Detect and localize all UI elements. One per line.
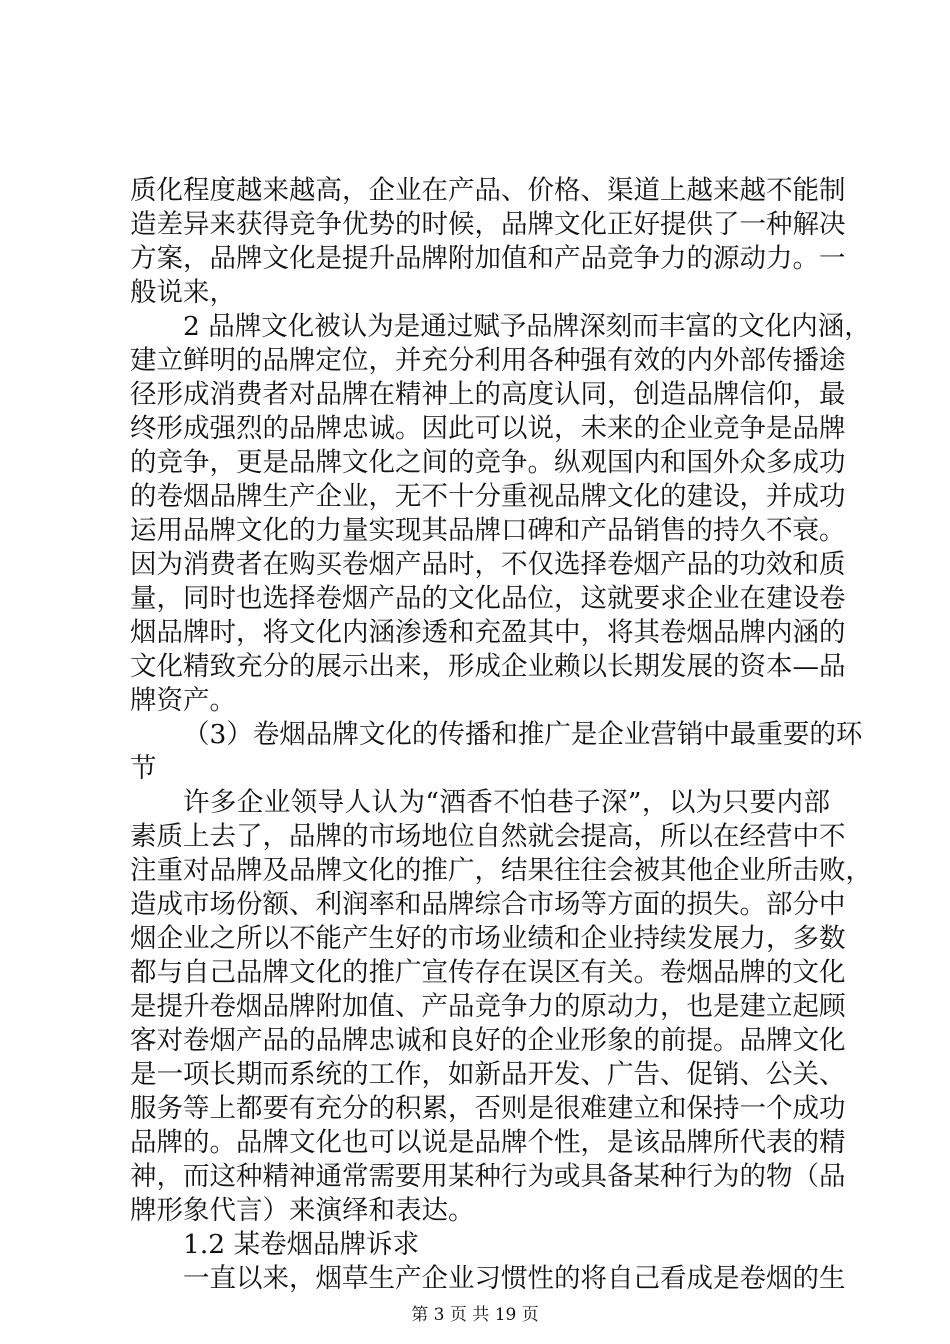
page-indicator: 第 3 页 共 19 页 [411, 1305, 539, 1325]
text-line: 文化精致充分的展示出来，形成企业赖以长期发展的资本—品 [130, 651, 846, 682]
text-line: 牌形象代言）来演绎和表达。 [130, 1195, 475, 1226]
text-line: 2 品牌文化被认为是通过赋予品牌深刻而丰富的文化内涵， [183, 311, 871, 342]
text-line: 建立鲜明的品牌定位，并充分利用各种强有效的内外部传播途 [130, 345, 846, 376]
text-line: 烟企业之所以不能产生好的市场业绩和企业持续发展力，多数 [130, 923, 846, 954]
text-line: 许多企业领导人认为“酒香不怕巷子深”，以为只要内部 [183, 787, 830, 818]
section-heading: 1.2 某卷烟品牌诉求 [183, 1229, 420, 1260]
text-line: 径形成消费者对品牌在精神上的高度认同，创造品牌信仰，最 [130, 379, 846, 410]
text-line: 因为消费者在购买卷烟产品时，不仅选择卷烟产品的功效和质 [130, 549, 846, 580]
text-line: 运用品牌文化的力量实现其品牌口碑和产品销售的持久不衰。 [130, 515, 846, 546]
text-line: 方案，品牌文化是提升品牌附加值和产品竞争力的源动力。一 [130, 243, 846, 274]
text-line: 是一项长期而系统的工作，如新品开发、广告、促销、公关、 [130, 1059, 846, 1090]
text-line: 的卷烟品牌生产企业，无不十分重视品牌文化的建设，并成功 [130, 481, 846, 512]
text-line: 烟品牌时，将文化内涵渗透和充盈其中，将其卷烟品牌内涵的 [130, 617, 846, 648]
text-line: 造差异来获得竞争优势的时候，品牌文化正好提供了一种解决 [130, 209, 846, 240]
text-line: 是提升卷烟品牌附加值、产品竞争力的原动力，也是建立起顾 [130, 991, 846, 1022]
text-line: 注重对品牌及品牌文化的推广，结果往往会被其他企业所击败， [130, 855, 872, 886]
text-line: 都与自己品牌文化的推广宣传存在误区有关。卷烟品牌的文化 [130, 957, 846, 988]
heading-line: （3）卷烟品牌文化的传播和推广是企业营销中最重要的环 [183, 719, 863, 750]
text-line: 终形成强烈的品牌忠诚。因此可以说，未来的企业竞争是品牌 [130, 413, 846, 444]
text-line: 质化程度越来越高，企业在产品、价格、渠道上越来越不能制 [130, 175, 846, 206]
text-line: 的竞争，更是品牌文化之间的竞争。纵观国内和国外众多成功 [130, 447, 846, 478]
text-line: 般说来， [130, 277, 236, 308]
text-line: 牌资产。 [130, 685, 236, 716]
text-line: 神，而这种精神通常需要用某种行为或具备某种行为的物（品 [130, 1161, 846, 1192]
text-line: 素质上去了，品牌的市场地位自然就会提高，所以在经营中不 [130, 821, 846, 852]
text-line: 量，同时也选择卷烟产品的文化品位，这就要求企业在建设卷 [130, 583, 846, 614]
heading-line: 节 [130, 753, 157, 784]
text-line: 服务等上都要有充分的积累，否则是很难建立和保持一个成功 [130, 1093, 846, 1124]
text-line: 客对卷烟产品的品牌忠诚和良好的企业形象的前提。品牌文化 [130, 1025, 846, 1056]
page-footer [0, 1304, 950, 1326]
text-line: 品牌的。品牌文化也可以说是品牌个性，是该品牌所代表的精 [130, 1127, 846, 1158]
text-line: 一直以来，烟草生产企业习惯性的将自己看成是卷烟的生 [183, 1263, 846, 1294]
text-line: 造成市场份额、利润率和品牌综合市场等方面的损失。部分中 [130, 889, 846, 920]
